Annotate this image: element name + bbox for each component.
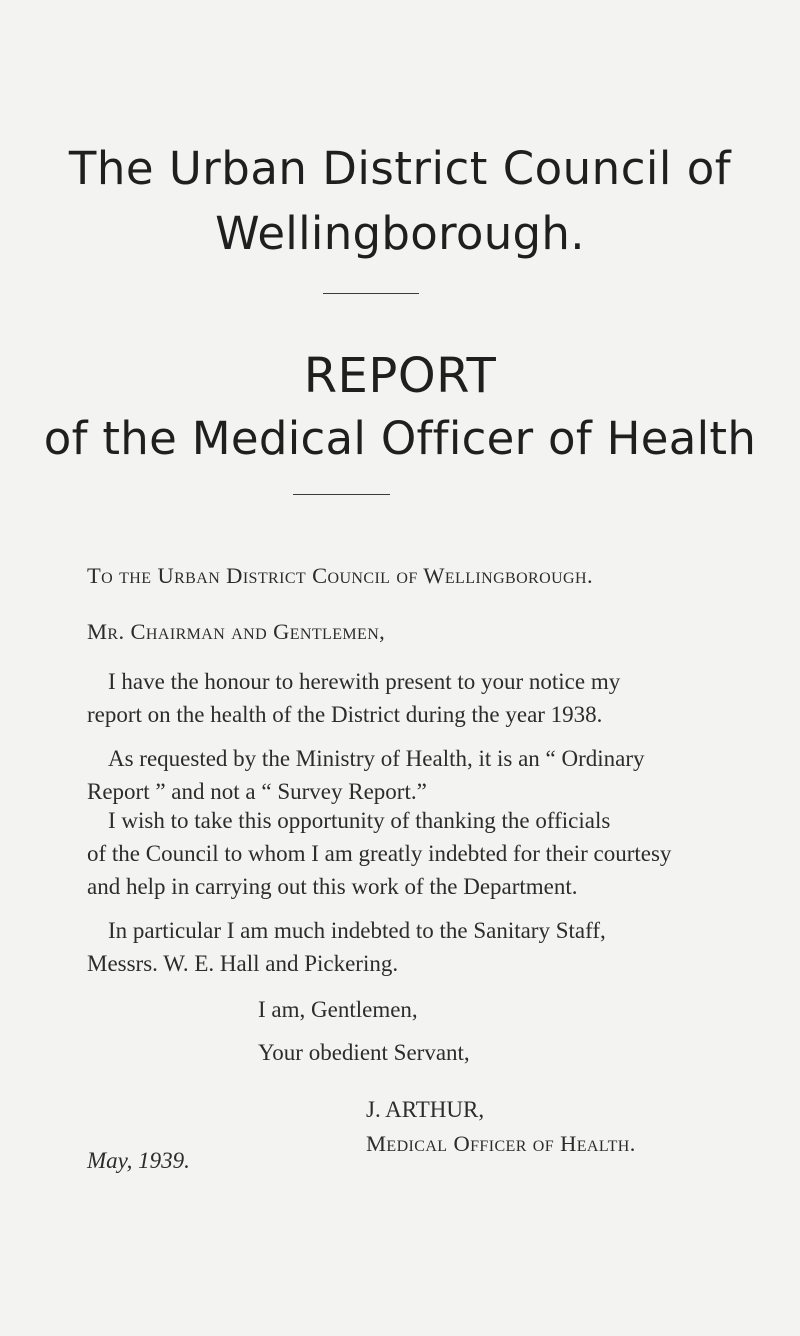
paragraph-line: Report ” and not a “ Survey Report.” bbox=[87, 779, 427, 804]
paragraph-line: I have the honour to herewith present to your notice my bbox=[108, 669, 621, 694]
paragraph-line: and help in carrying out this work of the Department. bbox=[87, 874, 578, 899]
closing-line: Your obedient Servant, bbox=[258, 1040, 470, 1065]
signature-title: Medical Officer of Health. bbox=[366, 1131, 636, 1156]
report-subheading: of the Medical Officer of Health bbox=[43, 412, 757, 465]
paragraph-thanks bbox=[87, 804, 672, 903]
paragraph-line: In particular I am much indebted to the Sanitary Staff, bbox=[108, 918, 606, 943]
salutation-line: Mr. Chairman and Gentlemen, bbox=[87, 619, 386, 644]
date-line bbox=[87, 1144, 190, 1177]
closing-line: I am, Gentlemen, bbox=[258, 997, 418, 1022]
date-text: May, 1939. bbox=[87, 1148, 190, 1173]
paragraph-line: As requested by the Ministry of Health, it is an “ Ordinary bbox=[108, 746, 645, 771]
divider-rule bbox=[293, 494, 390, 495]
addressee-line: To the Urban District Council of Wellingborough. bbox=[87, 563, 593, 588]
paragraph-sanitary-staff bbox=[87, 914, 667, 980]
paragraph-line: Messrs. W. E. Hall and Pickering. bbox=[87, 951, 399, 976]
report-heading: REPORT bbox=[303, 348, 497, 404]
divider-rule bbox=[323, 293, 419, 294]
council-title-line2: Wellingborough. bbox=[215, 207, 585, 260]
council-title-line1: The Urban District Council of bbox=[68, 142, 732, 195]
paragraph-line: report on the health of the District during the year 1938. bbox=[87, 702, 603, 727]
signature-name: J. ARTHUR, bbox=[366, 1097, 485, 1122]
paragraph-ministry bbox=[87, 742, 667, 808]
paragraph-line: of the Council to whom I am greatly indebted for their courtesy bbox=[87, 841, 672, 866]
paragraph-report bbox=[87, 665, 667, 731]
paragraph-line: I wish to take this opportunity of thanking the officials bbox=[108, 808, 611, 833]
